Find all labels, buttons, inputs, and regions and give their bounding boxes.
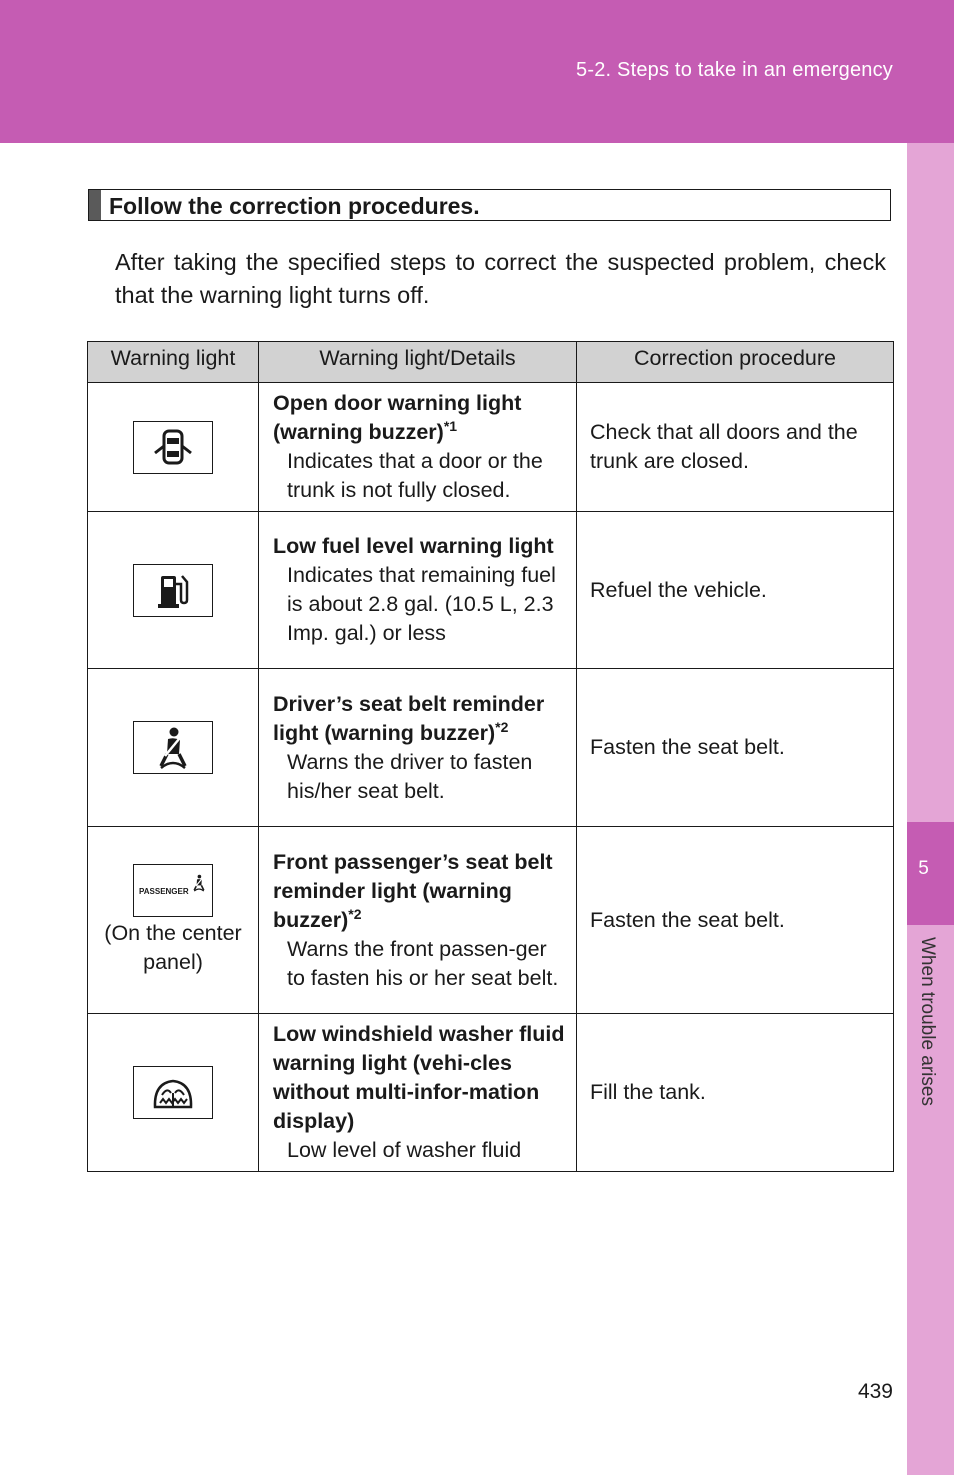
passenger-seat-belt-lamp [133,864,213,917]
footnote-ref: *2 [348,905,362,922]
item-title: Low windshield washer fluid warning light (vehi-cles without multi-infor-mation display) [273,1022,565,1133]
column-header-warning-light: Warning light [88,342,259,383]
intro-paragraph: After taking the specified steps to correct the suspected problem, check that the warning light turns off. [115,249,886,308]
washer-fluid-lamp [133,1066,213,1119]
section-title: 5-2. Steps to take in an emergency [576,59,893,81]
footnote-ref: *1 [443,417,458,434]
correction-cell: Refuel the vehicle. [577,512,894,669]
seat-belt-icon [153,726,193,770]
item-title: Open door warning light (warning buzzer)$^{*1}$ [273,391,522,444]
item-description: Indicates that a door or the trunk is not fully closed. [287,449,543,502]
detail-cell [259,383,577,512]
header-band [0,0,954,143]
item-title: Low fuel level warning light [273,534,554,558]
correction-cell: Fill the tank. [577,1014,894,1172]
fuel-pump-icon [155,570,191,610]
passenger-label: PASSENGER [139,886,189,896]
icon-cell [88,512,259,669]
icon-cell [88,383,259,512]
detail-cell [259,1014,577,1172]
open-door-icon [151,427,195,467]
fuel-lamp [133,564,213,617]
item-title: Driver’s seat belt reminder light (warning buzzer)$^{*2}$ [273,691,545,745]
item-description: Low level of washer fluid [287,1138,522,1162]
correction-cell: Check that all doors and the trunk are closed. [577,383,894,512]
item-description: Warns the front passen-ger to fasten his or her seat belt. [287,936,559,990]
table-row [88,669,894,827]
detail-cell [259,512,577,669]
item-description: Warns the driver to fasten his/her seat belt. [287,749,533,803]
passenger-seat-belt-icon [191,873,207,893]
item-description: Indicates that remaining fuel is about 2.8 gal. (10.5 L, 2.3 Imp. gal.) or less [287,563,556,645]
seat-belt-lamp [133,721,213,774]
table-row [88,383,894,512]
side-tab [907,143,954,1475]
heading-bar [89,190,101,220]
procedure-heading [88,189,891,221]
icon-cell [88,827,259,1014]
detail-cell [259,669,577,827]
chapter-title: When trouble arises [917,937,938,1106]
page-number: 439 [857,1380,893,1403]
table-header-row [88,342,894,383]
column-header-details: Warning light/Details [259,342,577,383]
chapter-tab[interactable] [907,822,954,925]
open-door-lamp [133,421,213,474]
chapter-number: 5 [918,858,929,879]
procedure-heading-text: Follow the correction procedures. [109,193,480,219]
detail-cell [259,827,577,1014]
item-title: Front passenger’s seat belt reminder light (warning buzzer)$^{*2}$ [273,849,553,932]
icon-cell [88,1014,259,1172]
icon-cell [88,669,259,827]
footnote-ref: *2 [495,718,509,735]
icon-location-note: (On the center panel) [104,920,242,974]
washer-fluid-icon [150,1073,196,1113]
column-header-correction: Correction procedure [577,342,894,383]
warning-light-table [87,341,894,1172]
table-row [88,1014,894,1172]
table-row [88,512,894,669]
table-row [88,827,894,1014]
correction-cell: Fasten the seat belt. [577,827,894,1014]
correction-cell: Fasten the seat belt. [577,669,894,827]
